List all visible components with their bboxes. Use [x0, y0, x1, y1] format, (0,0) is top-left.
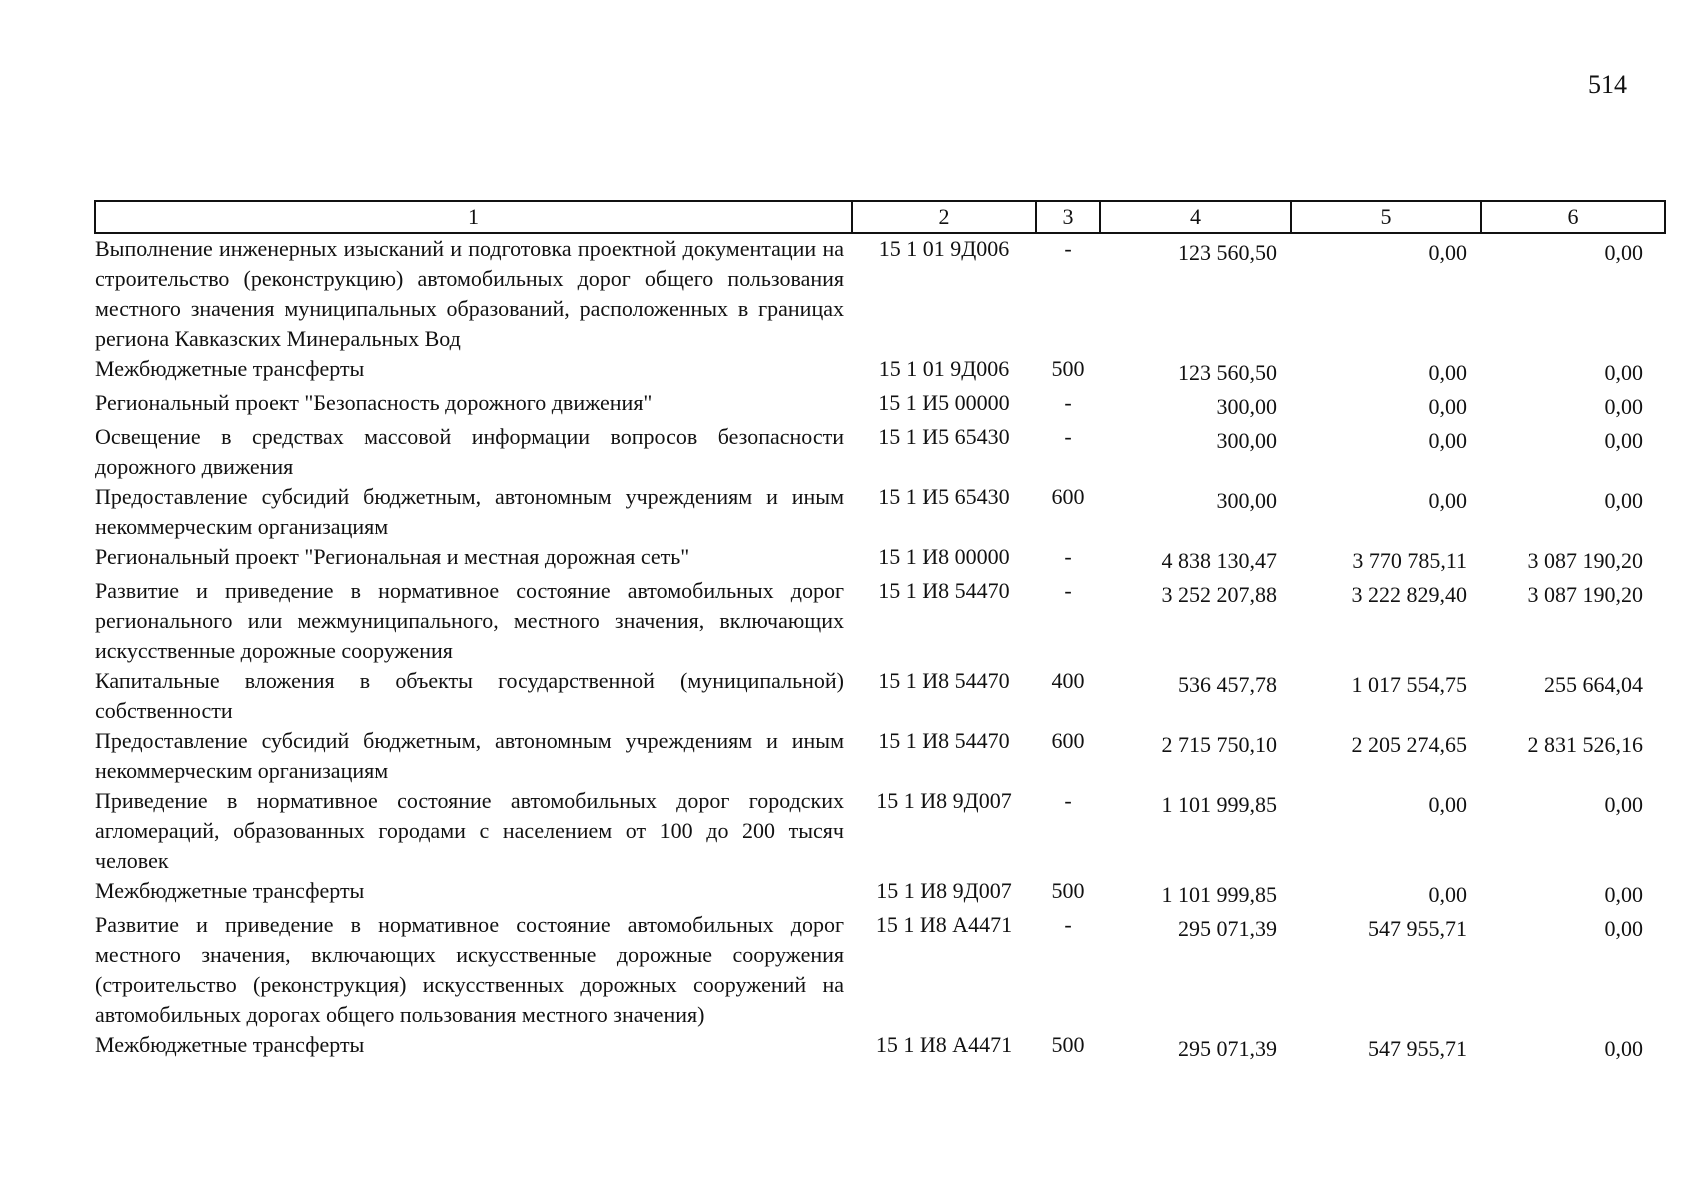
amount-col-4: 300,00: [1216, 428, 1277, 453]
amount-col-4: 123 560,50: [1178, 360, 1277, 385]
amount-col-5: 1 017 554,75: [1351, 672, 1467, 697]
column-header: 4: [1100, 201, 1291, 233]
column-header: 1: [95, 201, 852, 233]
amount-col-4: 4 838 130,47: [1161, 548, 1277, 573]
amount-col-6: 0,00: [1604, 360, 1643, 385]
column-header: 3: [1036, 201, 1100, 233]
amount-col-5: 2 205 274,65: [1351, 732, 1467, 757]
amount-col-6: 0,00: [1604, 1036, 1643, 1061]
table-row: [95, 666, 1665, 726]
amount-col-4: 295 071,39: [1178, 1036, 1277, 1061]
budget-code: 15 1 И5 65430: [878, 424, 1010, 449]
amount-col-6: 0,00: [1604, 882, 1643, 907]
budget-code: 15 1 И5 00000: [878, 390, 1010, 415]
amount-col-6: 0,00: [1604, 488, 1643, 513]
amount-col-6: 0,00: [1604, 792, 1643, 817]
expense-type: 500: [1051, 356, 1085, 381]
amount-col-4: 3 252 207,88: [1161, 582, 1277, 607]
table-header-row: [95, 201, 1665, 233]
amount-col-5: 0,00: [1428, 488, 1467, 513]
table-row: [95, 482, 1665, 542]
budget-code: 15 1 01 9Д006: [878, 236, 1010, 261]
table-body: [95, 233, 1665, 1064]
expense-type: -: [1064, 390, 1072, 415]
item-name: Капитальные вложения в объекты государственной (муниципальной) собственности: [95, 668, 844, 723]
item-name: Развитие и приведение в нормативное состояние автомобильных дорог регионального или межмуниципального, местного значения, включающих искусственные дорожные сооружения: [95, 578, 844, 663]
expense-type: -: [1064, 788, 1072, 813]
table-row: [95, 726, 1665, 786]
expense-type: 600: [1051, 728, 1085, 753]
expense-type: -: [1064, 912, 1072, 937]
amount-col-6: 0,00: [1604, 916, 1643, 941]
budget-code: 15 1 И8 00000: [878, 544, 1010, 569]
amount-col-5: 0,00: [1428, 792, 1467, 817]
amount-col-4: 1 101 999,85: [1161, 792, 1277, 817]
item-name: Межбюджетные трансферты: [95, 356, 365, 381]
amount-col-5: 0,00: [1428, 882, 1467, 907]
amount-col-6: 3 087 190,20: [1527, 548, 1643, 573]
amount-col-4: 295 071,39: [1178, 916, 1277, 941]
expense-type: -: [1064, 578, 1072, 603]
expense-type: 600: [1051, 484, 1085, 509]
amount-col-4: 1 101 999,85: [1161, 882, 1277, 907]
amount-col-5: 3 222 829,40: [1351, 582, 1467, 607]
amount-col-4: 123 560,50: [1178, 240, 1277, 265]
budget-code: 15 1 И5 65430: [878, 484, 1010, 509]
item-name: Региональный проект "Региональная и местная дорожная сеть": [95, 544, 690, 569]
item-name: Региональный проект "Безопасность дорожного движения": [95, 390, 653, 415]
column-header: 5: [1291, 201, 1481, 233]
item-name: Выполнение инженерных изысканий и подготовка проектной документации на строительство (реконструкцию) автомобильных дорог общего пользования местного значения муниципальных образований, расположенных в границах региона Кавказских Минеральных Вод: [95, 236, 844, 351]
budget-code: 15 1 И8 А4471: [875, 1032, 1013, 1057]
item-name: Предоставление субсидий бюджетным, автономным учреждениям и иным некоммерческим организациям: [95, 728, 844, 783]
item-name: Межбюджетные трансферты: [95, 1032, 365, 1057]
amount-col-5: 547 955,71: [1368, 1036, 1467, 1061]
expense-type: 500: [1051, 1032, 1085, 1057]
expense-type: -: [1064, 544, 1072, 569]
expense-type: -: [1064, 236, 1072, 261]
table-row: [95, 354, 1665, 388]
budget-code: 15 1 И8 54470: [878, 668, 1010, 693]
table-row: [95, 542, 1665, 576]
budget-code: 15 1 И8 9Д007: [876, 878, 1012, 903]
budget-table: [94, 200, 1666, 1064]
item-name: Освещение в средствах массовой информации вопросов безопасности дорожного движения: [95, 424, 844, 479]
item-name: Развитие и приведение в нормативное состояние автомобильных дорог местного значения, включающих искусственные дорожные сооружения (строительство (реконструкция) искусственных дорожных сооружений на автомобильных дорогах общего пользования местного значения): [95, 912, 844, 1027]
amount-col-6: 255 664,04: [1544, 672, 1643, 697]
amount-col-6: 0,00: [1604, 428, 1643, 453]
column-header: 2: [852, 201, 1036, 233]
amount-col-6: 2 831 526,16: [1527, 732, 1643, 757]
budget-code: 15 1 И8 9Д007: [876, 788, 1012, 813]
amount-col-5: 0,00: [1428, 360, 1467, 385]
budget-code: 15 1 И8 А4471: [875, 912, 1013, 937]
table-row: [95, 422, 1665, 482]
table-row: [95, 910, 1665, 1030]
amount-col-5: 0,00: [1428, 428, 1467, 453]
item-name: Приведение в нормативное состояние автомобильных дорог городских агломераций, образованных городами с населением от 100 до 200 тысяч человек: [95, 788, 844, 873]
amount-col-4: 536 457,78: [1178, 672, 1277, 697]
column-header: 6: [1481, 201, 1665, 233]
amount-col-4: 2 715 750,10: [1161, 732, 1277, 757]
amount-col-5: 3 770 785,11: [1352, 548, 1467, 573]
budget-code: 15 1 И8 54470: [878, 578, 1010, 603]
amount-col-4: 300,00: [1216, 394, 1277, 419]
amount-col-5: 0,00: [1428, 394, 1467, 419]
amount-col-4: 300,00: [1216, 488, 1277, 513]
item-name: Межбюджетные трансферты: [95, 878, 365, 903]
table-row: [95, 576, 1665, 666]
page-number: 514: [1588, 70, 1627, 99]
amount-col-6: 0,00: [1604, 394, 1643, 419]
table-row: [95, 876, 1665, 910]
amount-col-5: 0,00: [1428, 240, 1467, 265]
table-row: [95, 1030, 1665, 1064]
amount-col-6: 0,00: [1604, 240, 1643, 265]
budget-code: 15 1 01 9Д006: [878, 356, 1010, 381]
table-row: [95, 233, 1665, 354]
budget-code: 15 1 И8 54470: [878, 728, 1010, 753]
table-row: [95, 786, 1665, 876]
expense-type: 500: [1051, 878, 1085, 903]
expense-type: 400: [1051, 668, 1085, 693]
expense-type: -: [1064, 424, 1072, 449]
amount-col-5: 547 955,71: [1368, 916, 1467, 941]
item-name: Предоставление субсидий бюджетным, автономным учреждениям и иным некоммерческим организациям: [95, 484, 844, 539]
amount-col-6: 3 087 190,20: [1527, 582, 1643, 607]
table-row: [95, 388, 1665, 422]
